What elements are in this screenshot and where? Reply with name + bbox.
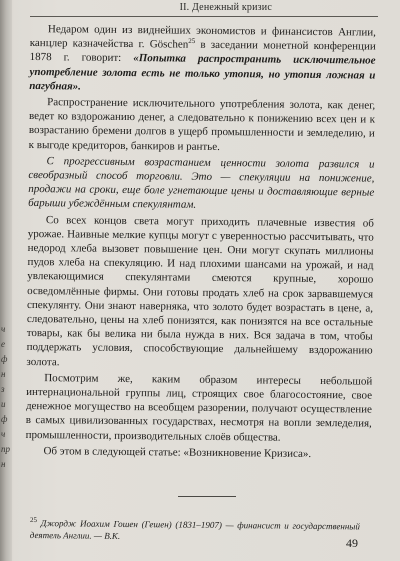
paragraph-text: Об этом в следующей статье: «Возникновение Кризиса». — [43, 445, 312, 460]
bold-italic-quote: «Попытка распространить исключительное употребление золота есть не только утопия, но утопия ложная и пагубная». — [29, 52, 376, 93]
paragraph-text: Недаром один из виднейших экономистов и финансистов Англии, канцлер казначейства г. Göschen — [29, 23, 376, 51]
book-gutter — [0, 0, 12, 561]
edge-fragment: пр — [1, 444, 10, 454]
running-header: II. Денежный кризис — [179, 2, 272, 13]
adjacent-page-edge-text — [1, 322, 11, 472]
edge-fragment: н — [1, 369, 6, 379]
edge-fragment: ч — [1, 429, 6, 439]
header-rule — [30, 16, 378, 17]
footnote-separator — [178, 496, 236, 497]
edge-fragment: е — [1, 339, 5, 349]
paragraph-text: в заседании монетной конференции 1878 г. говорит: — [29, 38, 376, 65]
footnote-number: 25 — [29, 516, 38, 525]
paragraph — [26, 213, 374, 373]
paragraph — [25, 444, 371, 462]
edge-fragment: н — [1, 459, 6, 469]
paragraph — [28, 154, 375, 214]
edge-fragment: ф — [1, 414, 8, 424]
edge-fragment: ч — [1, 324, 6, 334]
paragraph-text: Посмотрим же, каким образом интересы небольшой интернациональной группы лиц, строящих свое благосостояние, свое денежное могущество на всеобщем разорении, получают осуществление в самых цивилизованных государствах, несмотря на вопли земледелия, промышленности, производительных слоёв общества. — [25, 372, 373, 444]
paragraph — [29, 95, 376, 155]
footnote-reference: 25 — [188, 37, 196, 46]
edge-fragment: ф — [1, 354, 8, 364]
body-text — [25, 22, 376, 462]
edge-fragment: и — [1, 399, 6, 409]
page-number: 49 — [346, 536, 358, 550]
paragraph — [29, 22, 376, 97]
paragraph-text: Со всех концов света могут приходить плачевные известия об урожае. Наивные мелкие купцы могут с уверенностью рассчитывать, что недород хлеба вызовет повышение цен. Они могут скупать миллионы пудов хлеба на спекуляцию. И над плохими шансами на урожай, и над увлекающимися спекулянтами смеются крупные, хорошо осведомлённые фирмы. Они готовы продать хлеб на срок зарвавшемуся спекулянту. Они знают наверняка, что золото будет возрастать в цене, а, следовательно, цены на хлеб понизятся, как понизятся на все остальные товары, как бы велика ни была нужда в них. Вся задача в том, чтобы поддержать условия, способствующие дальнейшему вздорожанию золота. — [26, 213, 374, 368]
edge-fragment: з — [1, 384, 5, 394]
footnote — [30, 517, 360, 544]
paragraph-text: Распространение исключительного употребления золота, как денег, ведет ко вздорожанию денег, а следовательно к понижению всех цен и к возрастанию бремени долгов в ущерб промышленности и земледелию, и к выгоде кредиторов, банкиров и рантье. — [28, 96, 376, 153]
paragraph — [26, 371, 373, 446]
footnote-text: Джордж Иоахим Гошен (Гешен) (1831–1907) — финансист и государственный деятель Англии. — В.К. — [29, 518, 360, 541]
italic-emphasis: С прогрессивным возрастанием ценности золота развился и свеобразный способ торговли. Это — спекуляции на понижение, продажи на сроки, еще боле угнетающие цены и доставляющие верные барыши убеждённым спекулянтам. — [28, 155, 375, 212]
